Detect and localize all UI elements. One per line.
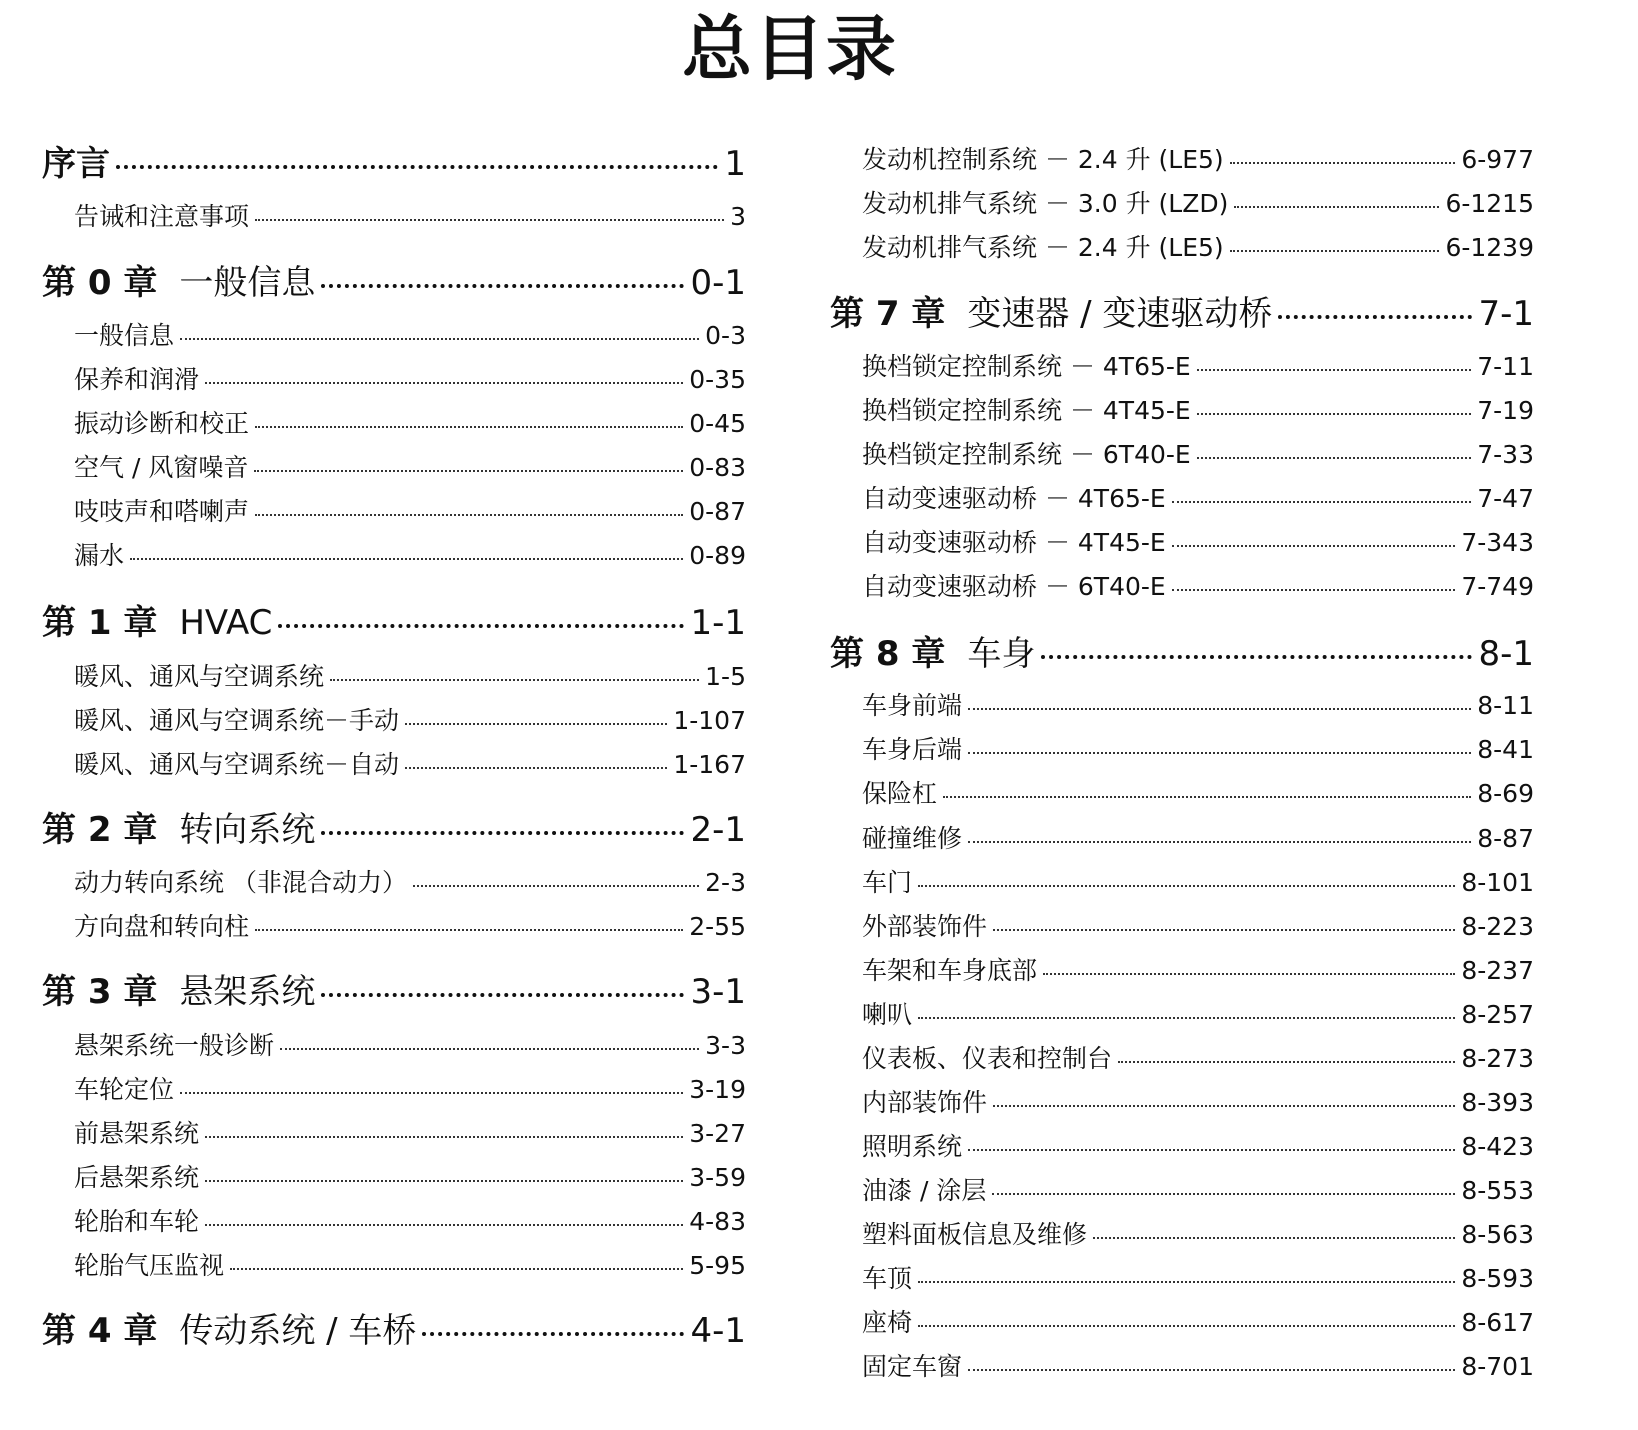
dot-leader	[255, 426, 683, 428]
chapter-name: 转向系统	[179, 810, 316, 850]
entry-label: 喇叭	[862, 1000, 913, 1029]
chapter-name: HVAC	[179, 603, 273, 643]
page-number: 7-749	[1461, 572, 1534, 601]
chapter-title	[42, 142, 110, 186]
chapter-number: 序言	[42, 144, 110, 184]
entry-label: 车身后端	[862, 735, 963, 764]
entry-label: 保养和润滑	[74, 365, 200, 394]
page-number: 8-237	[1461, 956, 1534, 985]
entry-label: 告诫和注意事项	[74, 202, 250, 231]
toc-entry[interactable]	[862, 1130, 1534, 1164]
entry-label: 塑料面板信息及维修	[862, 1220, 1088, 1249]
entry-label: 悬架系统一般诊断	[74, 1031, 275, 1060]
entry-label: 发动机控制系统 － 2.4 升 (LE5)	[862, 145, 1224, 174]
entry-label: 自动变速驱动桥 － 4T45-E	[862, 528, 1166, 557]
chapter-title	[42, 970, 315, 1014]
toc-entry[interactable]	[862, 570, 1534, 604]
dot-leader	[405, 767, 667, 769]
entry-label: 保险杠	[862, 779, 938, 808]
page-number: 8-87	[1477, 824, 1534, 853]
dot-leader	[330, 679, 699, 681]
toc-entry[interactable]	[74, 910, 746, 944]
page-number: 1-1	[690, 603, 746, 643]
chapter-name: 车身	[967, 634, 1036, 674]
page-number: 8-553	[1461, 1176, 1534, 1205]
dot-leader	[968, 841, 1471, 843]
chapter-title	[42, 808, 315, 852]
dot-leader	[1278, 315, 1472, 319]
toc-entry[interactable]	[862, 350, 1534, 384]
page-number: 4-83	[689, 1207, 746, 1236]
toc-entry[interactable]	[862, 822, 1534, 856]
page-number: 6-1215	[1445, 189, 1534, 218]
page-number: 0-87	[689, 497, 746, 526]
dot-leader	[254, 470, 683, 472]
dot-leader	[1093, 1237, 1455, 1239]
dot-leader	[993, 929, 1455, 931]
page-number: 7-1	[1478, 294, 1534, 334]
dot-leader	[180, 1092, 683, 1094]
entry-label: 方向盘和转向柱	[74, 912, 250, 941]
entry-label: 外部装饰件	[862, 912, 988, 941]
chapter-title	[830, 632, 1035, 676]
page-number: 7-47	[1477, 484, 1534, 513]
toc-chapter-heading[interactable]	[830, 632, 1534, 676]
toc-entry[interactable]	[862, 143, 1534, 177]
toc-entry[interactable]	[862, 526, 1534, 560]
entry-label: 车架和车身底部	[862, 956, 1038, 985]
page-number: 7-19	[1477, 396, 1534, 425]
dot-leader	[321, 993, 684, 997]
toc-entry[interactable]	[862, 733, 1534, 767]
page-number: 0-89	[689, 541, 746, 570]
toc-entry[interactable]	[74, 1029, 746, 1063]
toc-entry[interactable]	[862, 998, 1534, 1032]
dot-leader	[255, 514, 683, 516]
entry-label: 发动机排气系统 － 3.0 升 (LZD)	[862, 189, 1229, 218]
chapter-name: 传动系统 / 车桥	[179, 1311, 417, 1351]
dot-leader	[278, 624, 684, 628]
page-number: 1-107	[673, 706, 746, 735]
dot-leader	[180, 338, 699, 340]
toc-entry[interactable]	[74, 748, 746, 782]
page-number: 8-423	[1461, 1132, 1534, 1161]
entry-label: 自动变速驱动桥 － 6T40-E	[862, 572, 1166, 601]
entry-label: 后悬架系统	[74, 1163, 200, 1192]
entry-label: 仪表板、仪表和控制台	[862, 1044, 1113, 1073]
toc-chapter-heading[interactable]	[42, 601, 746, 645]
page-number: 7-11	[1477, 352, 1534, 381]
dot-leader	[1172, 501, 1472, 503]
entry-label: 车身前端	[862, 691, 963, 720]
toc-entry[interactable]	[862, 866, 1534, 900]
chapter-number: 第 3 章	[42, 972, 158, 1012]
toc-entry[interactable]	[862, 954, 1534, 988]
page-number: 8-1	[1478, 634, 1534, 674]
toc-entry[interactable]	[862, 1218, 1534, 1252]
page-number: 2-1	[690, 810, 746, 850]
entry-label: 暖风、通风与空调系统	[74, 662, 325, 691]
toc-entry[interactable]	[74, 539, 746, 573]
dot-leader	[1041, 655, 1472, 659]
toc-chapter-heading[interactable]	[830, 292, 1534, 336]
toc-entry[interactable]	[862, 910, 1534, 944]
dot-leader	[205, 1136, 683, 1138]
dot-leader	[1234, 206, 1439, 208]
chapter-title	[42, 1309, 416, 1353]
dot-leader	[1118, 1061, 1455, 1063]
toc-entry[interactable]	[74, 1161, 746, 1195]
dot-leader	[968, 1369, 1455, 1371]
dot-leader	[321, 831, 684, 835]
entry-label: 发动机排气系统 － 2.4 升 (LE5)	[862, 233, 1224, 262]
page-number: 0-45	[689, 409, 746, 438]
entry-label: 轮胎气压监视	[74, 1251, 225, 1280]
page-number: 3	[730, 202, 746, 231]
entry-label: 车门	[862, 868, 913, 897]
entry-label: 前悬架系统	[74, 1119, 200, 1148]
entry-label: 车顶	[862, 1264, 913, 1293]
page-number: 8-41	[1477, 735, 1534, 764]
dot-leader	[280, 1048, 699, 1050]
toc-entry[interactable]	[862, 1262, 1534, 1296]
page-number: 0-35	[689, 365, 746, 394]
page-number: 8-563	[1461, 1220, 1534, 1249]
page-number: 8-223	[1461, 912, 1534, 941]
dot-leader	[321, 284, 684, 288]
toc-entry[interactable]	[74, 704, 746, 738]
dot-leader	[968, 752, 1471, 754]
toc-entry[interactable]	[862, 1350, 1534, 1384]
chapter-number: 第 0 章	[42, 263, 158, 303]
dot-leader	[205, 1180, 683, 1182]
dot-leader	[943, 796, 1471, 798]
page-number: 6-1239	[1445, 233, 1534, 262]
page-number: 8-257	[1461, 1000, 1534, 1029]
page-number: 1-5	[705, 662, 746, 691]
chapter-number: 第 4 章	[42, 1311, 158, 1351]
toc-chapter-heading[interactable]	[42, 142, 746, 186]
page-number: 4-1	[690, 1311, 746, 1351]
chapter-name: 悬架系统	[179, 972, 316, 1012]
dot-leader	[116, 165, 718, 169]
toc-entry[interactable]	[74, 1073, 746, 1107]
toc-chapter-heading[interactable]	[42, 261, 746, 305]
entry-label: 轮胎和车轮	[74, 1207, 200, 1236]
toc-entry[interactable]	[74, 1117, 746, 1151]
page-title: 总目录	[682, 8, 898, 90]
page-number: 8-617	[1461, 1308, 1534, 1337]
entry-label: 暖风、通风与空调系统－手动	[74, 706, 400, 735]
entry-label: 照明系统	[862, 1132, 963, 1161]
toc-chapter-heading[interactable]	[42, 970, 746, 1014]
page-number: 0-1	[690, 263, 746, 303]
page-number: 3-27	[689, 1119, 746, 1148]
page-number: 2-55	[689, 912, 746, 941]
entry-label: 车轮定位	[74, 1075, 175, 1104]
dot-leader	[413, 885, 699, 887]
entry-label: 换档锁定控制系统 － 6T40-E	[862, 440, 1191, 469]
entry-label: 空气 / 风窗噪音	[74, 453, 249, 482]
page-number: 5-95	[689, 1251, 746, 1280]
page-number: 8-273	[1461, 1044, 1534, 1073]
toc-entry[interactable]	[74, 451, 746, 485]
dot-leader	[1197, 369, 1472, 371]
entry-label: 动力转向系统 （非混合动力）	[74, 868, 407, 897]
toc-entry[interactable]	[862, 187, 1534, 221]
toc-entry[interactable]	[862, 1174, 1534, 1208]
chapter-number: 第 8 章	[830, 634, 946, 674]
page-number: 1	[724, 144, 746, 184]
dot-leader	[255, 219, 724, 221]
dot-leader	[130, 558, 683, 560]
page-number: 8-701	[1461, 1352, 1534, 1381]
toc-entry[interactable]	[74, 1249, 746, 1283]
page-number: 8-593	[1461, 1264, 1534, 1293]
toc-entry[interactable]	[862, 689, 1534, 723]
entry-label: 碰撞维修	[862, 824, 963, 853]
dot-leader	[1172, 545, 1456, 547]
dot-leader	[918, 885, 1455, 887]
entry-label: 油漆 / 涂层	[862, 1176, 987, 1205]
entry-label: 换档锁定控制系统 － 4T65-E	[862, 352, 1191, 381]
dot-leader	[205, 382, 683, 384]
page-number: 7-343	[1461, 528, 1534, 557]
page-number: 1-167	[673, 750, 746, 779]
page-number: 8-69	[1477, 779, 1534, 808]
chapter-name: 一般信息	[179, 263, 316, 303]
entry-label: 漏水	[74, 541, 125, 570]
page-number: 7-33	[1477, 440, 1534, 469]
entry-label: 座椅	[862, 1308, 913, 1337]
dot-leader	[1172, 589, 1456, 591]
page-number: 8-101	[1461, 868, 1534, 897]
toc-entry[interactable]	[74, 1205, 746, 1239]
toc-entry[interactable]	[862, 1306, 1534, 1340]
page-number: 0-3	[705, 321, 746, 350]
toc-entry[interactable]	[74, 200, 746, 234]
dot-leader	[968, 1149, 1455, 1151]
dot-leader	[993, 1105, 1455, 1107]
dot-leader	[918, 1017, 1455, 1019]
toc-entry[interactable]	[862, 1042, 1534, 1076]
toc-entry[interactable]	[862, 394, 1534, 428]
page-number: 6-977	[1461, 145, 1534, 174]
dot-leader	[1197, 413, 1472, 415]
dot-leader	[918, 1325, 1455, 1327]
page-number: 3-19	[689, 1075, 746, 1104]
page-number: 2-3	[705, 868, 746, 897]
dot-leader	[1230, 162, 1456, 164]
toc-entry[interactable]	[862, 438, 1534, 472]
chapter-number: 第 2 章	[42, 810, 158, 850]
dot-leader	[1230, 250, 1440, 252]
entry-label: 振动诊断和校正	[74, 409, 250, 438]
chapter-number: 第 1 章	[42, 603, 158, 643]
chapter-name: 变速器 / 变速驱动桥	[967, 294, 1273, 334]
entry-label: 吱吱声和嗒喇声	[74, 497, 250, 526]
page-number: 0-83	[689, 453, 746, 482]
entry-label: 换档锁定控制系统 － 4T45-E	[862, 396, 1191, 425]
toc-entry[interactable]	[862, 777, 1534, 811]
toc-entry[interactable]	[862, 231, 1534, 265]
dot-leader	[255, 929, 683, 931]
entry-label: 暖风、通风与空调系统－自动	[74, 750, 400, 779]
chapter-number: 第 7 章	[830, 294, 946, 334]
toc-entry[interactable]	[74, 866, 746, 900]
entry-label: 内部装饰件	[862, 1088, 988, 1117]
page-number: 3-59	[689, 1163, 746, 1192]
toc-entry[interactable]	[74, 407, 746, 441]
dot-leader	[230, 1268, 683, 1270]
dot-leader	[918, 1281, 1455, 1283]
chapter-title	[42, 261, 315, 305]
dot-leader	[422, 1332, 684, 1336]
toc-entry[interactable]	[74, 495, 746, 529]
entry-label: 固定车窗	[862, 1352, 963, 1381]
entry-label: 一般信息	[74, 321, 175, 350]
page-number: 8-393	[1461, 1088, 1534, 1117]
toc-entry[interactable]	[74, 660, 746, 694]
page-number: 3-3	[705, 1031, 746, 1060]
toc-entry[interactable]	[862, 1086, 1534, 1120]
dot-leader	[1043, 973, 1455, 975]
dot-leader	[968, 708, 1471, 710]
dot-leader	[992, 1193, 1455, 1195]
toc-entry[interactable]	[862, 482, 1534, 516]
toc-entry[interactable]	[74, 319, 746, 353]
dot-leader	[205, 1224, 683, 1226]
toc-chapter-heading[interactable]	[42, 808, 746, 852]
dot-leader	[1197, 457, 1472, 459]
dot-leader	[405, 723, 667, 725]
chapter-title	[830, 292, 1272, 336]
entry-label: 自动变速驱动桥 － 4T65-E	[862, 484, 1166, 513]
page-number: 8-11	[1477, 691, 1534, 720]
chapter-title	[42, 601, 272, 645]
toc-entry[interactable]	[74, 363, 746, 397]
toc-chapter-heading[interactable]	[42, 1309, 746, 1353]
page-number: 3-1	[690, 972, 746, 1012]
